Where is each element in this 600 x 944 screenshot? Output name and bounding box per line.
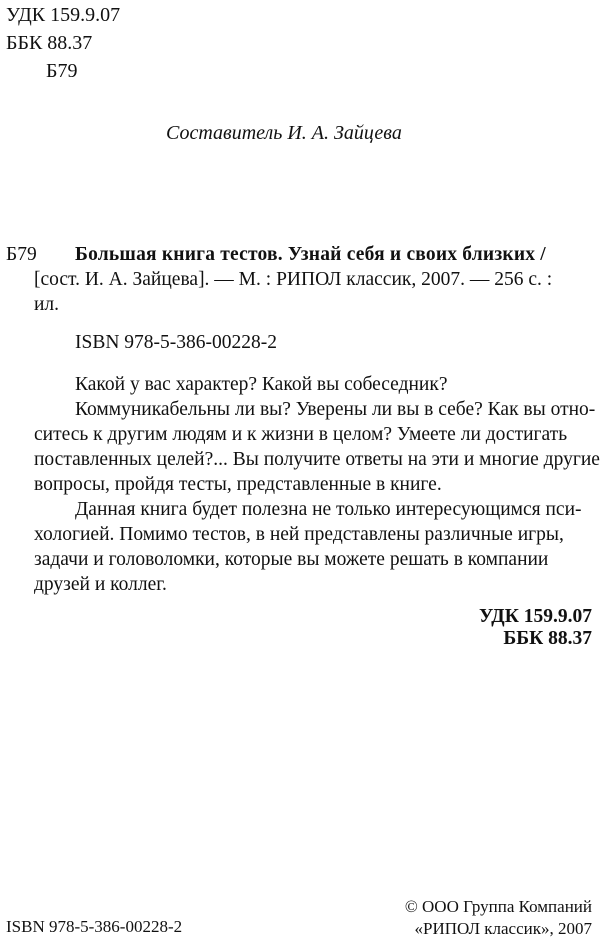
compiler-line: Составитель И. А. Зайцева bbox=[166, 122, 402, 144]
header-bbk: ББК 88.37 bbox=[6, 32, 93, 54]
annotation-line: хологией. Помимо тестов, в ней представлены различные игры, bbox=[34, 524, 564, 545]
annotation-line: поставленных целей?... Вы получите ответы на эти и многие другие bbox=[34, 449, 600, 470]
bib-code: Б79 bbox=[6, 244, 37, 265]
bib-line-1 bbox=[75, 242, 598, 267]
annotation-line: ситесь к другим людям и к жизни в целом? Умеете ли достигать bbox=[34, 424, 568, 445]
codes-right-bbk: ББК 88.37 bbox=[503, 628, 592, 649]
bib-title: Большая книга тестов. Узнай себя и своих близких / bbox=[75, 244, 546, 265]
footer-copyright-2: «РИПОЛ классик», 2007 bbox=[414, 919, 592, 938]
header-udk: УДК 159.9.07 bbox=[6, 4, 121, 26]
codes-right-udk: УДК 159.9.07 bbox=[478, 606, 592, 627]
annotation-line: Какой у вас характер? Какой вы собеседник? bbox=[75, 374, 448, 395]
isbn-main: ISBN 978-5-386-00228-2 bbox=[75, 332, 278, 353]
annotation-line: друзей и коллег. bbox=[34, 574, 167, 595]
footer-isbn: ISBN 978-5-386-00228-2 bbox=[6, 917, 183, 936]
bib-line-3: ил. bbox=[34, 294, 60, 315]
footer-copyright-1: © ООО Группа Компаний bbox=[404, 897, 592, 916]
annotation-line: вопросы, пройдя тесты, представленные в книге. bbox=[34, 474, 442, 495]
bib-line-2: [сост. И. А. Зайцева]. — М. : РИПОЛ классик, 2007. — 256 с. : bbox=[34, 269, 553, 290]
annotation-line: Данная книга будет полезна не только интересующимся пси- bbox=[75, 499, 582, 520]
annotation-line: Коммуникабельны ли вы? Уверены ли вы в себе? Как вы отно- bbox=[75, 399, 596, 420]
header-code: Б79 bbox=[46, 60, 78, 82]
annotation-line: задачи и головоломки, которые вы можете решать в компании bbox=[34, 549, 549, 570]
